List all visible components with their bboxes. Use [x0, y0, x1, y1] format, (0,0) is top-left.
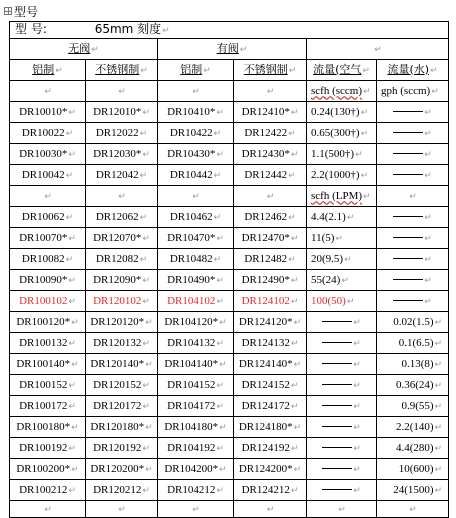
model-table [9, 21, 449, 518]
table-cell: ↵ [307, 417, 377, 438]
table-cell: ↵ [307, 333, 377, 354]
table-row [10, 228, 449, 249]
table-cell: DR100102↵ [10, 291, 86, 312]
table-cell: DR12442↵ [234, 165, 307, 186]
table-cell: DR10010*↵ [10, 102, 86, 123]
table-cell: 1.1(500†)↵ [307, 144, 377, 165]
table-cell: DR124180*↵ [234, 417, 307, 438]
table-cell: ↵ [377, 291, 449, 312]
table-cell: DR12030*↵ [86, 144, 158, 165]
table-cell: 10(600)↵ [377, 459, 449, 480]
col-flow-water: 流量(水)↵ [377, 60, 449, 81]
table-cell: 2.2(140)↵ [377, 417, 449, 438]
table-row [10, 480, 449, 501]
column-header-row [10, 60, 449, 81]
paragraph-mark-icon: ↵ [162, 26, 170, 36]
table-cell: DR120152↵ [86, 375, 158, 396]
unit-row-1: ↵ ↵ ↵ ↵ scfh (sccm)↵ gph (sccm)↵ [10, 81, 449, 102]
move-handle-icon[interactable] [4, 7, 12, 15]
table-cell: DR10470*↵ [158, 228, 234, 249]
unit-air-1: scfh (sccm)↵ [307, 81, 377, 102]
table-row [10, 375, 449, 396]
table-cell: ↵ [307, 396, 377, 417]
model-label: 型 号: [15, 22, 47, 36]
model-value: 65mm 刻度 [94, 22, 162, 36]
table-cell: ↵ [307, 354, 377, 375]
table-cell: DR10062↵ [10, 207, 86, 228]
table-cell: DR124102↵ [234, 291, 307, 312]
table-cell: DR124152↵ [234, 375, 307, 396]
col-aluminum-2: 铝制↵ [158, 60, 234, 81]
table-row [10, 207, 449, 228]
table-cell: DR120212↵ [86, 480, 158, 501]
table-cell: ↵ [377, 123, 449, 144]
model-row [10, 22, 449, 39]
col-flow-air: 流量(空气↵ [307, 60, 377, 81]
unit-air-2: scfh (LPM)↵ [307, 186, 377, 207]
table-cell: ↵ [377, 102, 449, 123]
table-cell: ↵ [377, 270, 449, 291]
table-row [10, 354, 449, 375]
table-cell: DR120192↵ [86, 438, 158, 459]
table-cell: DR12082↵ [86, 249, 158, 270]
table-cell: DR10022↵ [10, 123, 86, 144]
table-cell: DR120200*↵ [86, 459, 158, 480]
table-cell: DR124120*↵ [234, 312, 307, 333]
table-cell: DR12062↵ [86, 207, 158, 228]
col-stainless-2: 不锈钢制↵ [234, 60, 307, 81]
table-cell: 0.24(130†)↵ [307, 102, 377, 123]
table-row [10, 102, 449, 123]
unit-water-1: gph (sccm)↵ [377, 81, 449, 102]
table-cell: DR124192↵ [234, 438, 307, 459]
table-cell: DR12462↵ [234, 207, 307, 228]
table-cell: ↵ [307, 312, 377, 333]
table-cell: DR100180*↵ [10, 417, 86, 438]
table-cell: 20(9.5)↵ [307, 249, 377, 270]
table-cell: ↵ [307, 480, 377, 501]
table-cell: ↵ [377, 144, 449, 165]
table-cell: DR100152↵ [10, 375, 86, 396]
group-no-valve: 无阀↵ [10, 39, 158, 60]
table-cell: DR10490*↵ [158, 270, 234, 291]
table-row [10, 249, 449, 270]
table-cell: DR104152↵ [158, 375, 234, 396]
table-cell: 11(5)↵ [307, 228, 377, 249]
table-cell: ↵ [377, 249, 449, 270]
table-cell: DR12022↵ [86, 123, 158, 144]
col-aluminum-1: 铝制↵ [10, 60, 86, 81]
table-cell: ↵ [377, 165, 449, 186]
table-cell: DR12430*↵ [234, 144, 307, 165]
table-cell: DR100192↵ [10, 438, 86, 459]
table-cell: ↵ [307, 375, 377, 396]
table-row [10, 417, 449, 438]
table-cell: DR124200*↵ [234, 459, 307, 480]
table-cell: DR104132↵ [158, 333, 234, 354]
col-stainless-1: 不锈钢制↵ [86, 60, 158, 81]
table-cell: DR12490*↵ [234, 270, 307, 291]
table-cell: DR104120*↵ [158, 312, 234, 333]
table-cell: 0.9(55)↵ [377, 396, 449, 417]
table-cell: 0.1(6.5)↵ [377, 333, 449, 354]
table-cell: 24(1500)↵ [377, 480, 449, 501]
table-cell: DR10030*↵ [10, 144, 86, 165]
table-row [10, 438, 449, 459]
table-cell: DR104180*↵ [158, 417, 234, 438]
table-cell: DR104172↵ [158, 396, 234, 417]
table-cell: DR120132↵ [86, 333, 158, 354]
table-cell: DR120172↵ [86, 396, 158, 417]
table-cell: DR10410*↵ [158, 102, 234, 123]
table-row [10, 312, 449, 333]
table-cell: DR10082↵ [10, 249, 86, 270]
table-cell: DR10422↵ [158, 123, 234, 144]
table-cell: DR10442↵ [158, 165, 234, 186]
group-header-row [10, 39, 449, 60]
table-cell: 100(50)↵ [307, 291, 377, 312]
table-cell: DR100172↵ [10, 396, 86, 417]
section-heading [4, 3, 38, 19]
table-cell: DR12482↵ [234, 249, 307, 270]
table-cell: DR124212↵ [234, 480, 307, 501]
table-cell: 4.4(2.1)↵ [307, 207, 377, 228]
table-cell: DR12070*↵ [86, 228, 158, 249]
table-cell: 0.65(300†)↵ [307, 123, 377, 144]
table-cell: DR104192↵ [158, 438, 234, 459]
table-cell: DR100120*↵ [10, 312, 86, 333]
table-cell: DR10090*↵ [10, 270, 86, 291]
table-cell: DR104102↵ [158, 291, 234, 312]
table-cell: DR120120*↵ [86, 312, 158, 333]
table-cell: DR12410*↵ [234, 102, 307, 123]
table-cell: DR10070*↵ [10, 228, 86, 249]
table-cell: DR120140*↵ [86, 354, 158, 375]
table-cell: DR100212↵ [10, 480, 86, 501]
table-cell: DR104212↵ [158, 480, 234, 501]
table-cell: DR12090*↵ [86, 270, 158, 291]
table-cell: DR104200*↵ [158, 459, 234, 480]
table-cell: DR10462↵ [158, 207, 234, 228]
table-row [10, 123, 449, 144]
table-cell: DR104140*↵ [158, 354, 234, 375]
table-cell: 0.36(24)↵ [377, 375, 449, 396]
group-empty: ↵ [307, 39, 449, 60]
table-cell: DR12470*↵ [234, 228, 307, 249]
table-cell: DR120180*↵ [86, 417, 158, 438]
table-cell: ↵ [377, 207, 449, 228]
group-with-valve: 有阀↵ [158, 39, 307, 60]
table-row: ↵ ↵ ↵ ↵ ↵ ↵ [10, 501, 449, 518]
table-cell: DR10042↵ [10, 165, 86, 186]
table-cell: DR12422↵ [234, 123, 307, 144]
table-cell: 55(24)↵ [307, 270, 377, 291]
table-cell: DR12042↵ [86, 165, 158, 186]
table-row [10, 270, 449, 291]
table-cell: DR12010*↵ [86, 102, 158, 123]
table-cell: DR120102↵ [86, 291, 158, 312]
table-cell: ↵ [307, 438, 377, 459]
table-cell: DR100200*↵ [10, 459, 86, 480]
table-cell: DR10430*↵ [158, 144, 234, 165]
table-row [10, 396, 449, 417]
table-cell: DR10482↵ [158, 249, 234, 270]
table-cell: DR124132↵ [234, 333, 307, 354]
heading-text: 型号 [14, 4, 39, 19]
table-cell: DR100132↵ [10, 333, 86, 354]
table-row [10, 459, 449, 480]
model-cell [10, 22, 449, 39]
unit-row-2: ↵ ↵ ↵ ↵ scfh (LPM)↵ ↵ [10, 186, 449, 207]
table-cell: 0.02(1.5)↵ [377, 312, 449, 333]
table-cell: 0.13(8)↵ [377, 354, 449, 375]
table-cell: DR100140*↵ [10, 354, 86, 375]
table-cell: 4.4(280)↵ [377, 438, 449, 459]
table-row [10, 333, 449, 354]
table-cell: DR124140*↵ [234, 354, 307, 375]
table-row [10, 291, 449, 312]
table-cell: 2.2(1000†)↵ [307, 165, 377, 186]
table-row [10, 165, 449, 186]
table-cell: ↵ [377, 228, 449, 249]
table-cell: ↵ [307, 459, 377, 480]
table-row [10, 144, 449, 165]
table-cell: DR124172↵ [234, 396, 307, 417]
